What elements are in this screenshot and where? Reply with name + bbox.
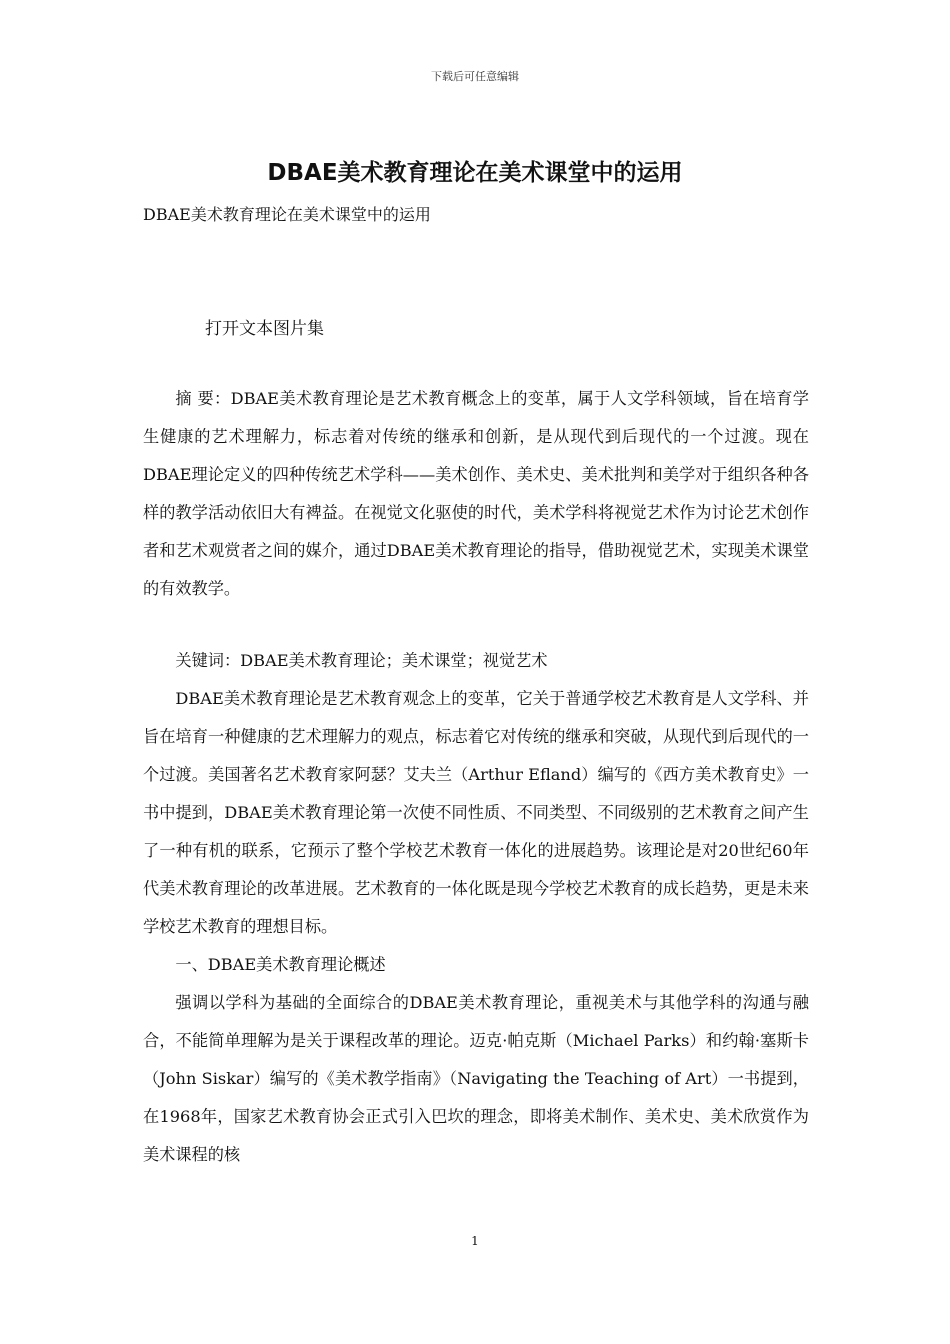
body-paragraph-1: DBAE美术教育理论是艺术教育观念上的变革，它关于普通学校艺术教育是人文学科、并旨在培育一种健康的艺术理解力的观点，标志着它对传统的继承和突破，从现代到后现代的一个过渡。美国著名艺术教育家阿瑟？艾夫兰（Arthur Efland）编写的《西方美术教育史》一书中提到，DBAE美术教育理论第一次使不同性质、不同类型、不同级别的艺术教育之间产生了一种有机的联系，它预示了整个学校艺术教育一体化的进展趋势。该理论是对20世纪60年代美术教育理论的改革进展。艺术教育的一体化既是现今学校艺术教育的成长趋势，更是未来学校艺术教育的理想目标。 [143,689,809,936]
abstract-paragraph: 摘 要：DBAE美术教育理论是艺术教育概念上的变革，属于人文学科领域，旨在培育学生健康的艺术理解力，标志着对传统的继承和创新，是从现代到后现代的一个过渡。现在DBAE理论定义的四种传统艺术学科——美术创作、美术史、美术批判和美学对于组织各种各样的教学活动依旧大有裨益。在视觉文化驱使的时代，美术学科将视觉艺术作为讨论艺术创作者和艺术观赏者之间的媒介，通过DBAE美术教育理论的指导，借助视觉艺术，实现美术课堂的有效教学。 [143,389,809,598]
document-title: DBAE美术教育理论在美术课堂中的运用 [267,160,683,186]
abstract-section [143,380,809,608]
section-heading-1: 一、DBAE美术教育理论概述 [175,955,386,974]
open-gallery-link[interactable]: 打开文本图片集 [205,319,324,339]
document-subtitle: DBAE美术教育理论在美术课堂中的运用 [143,205,431,224]
header-note: 下载后可任意编辑 [431,70,519,83]
body-paragraph-2: 强调以学科为基础的全面综合的DBAE美术教育理论，重视美术与其他学科的沟通与融合，不能简单理解为是关于课程改革的理论。迈克·帕克斯（Michael Parks）和约翰·塞斯卡 （John Siskar）编写的《美术教学指南》（Navigating the Teaching of Art）一书提到，在1968年，国家艺术教育协会正式引入巴坎的理念，即将美术制作、美术史、美术欣赏作为美术课程的核 [143,993,809,1164]
main-body [143,642,809,1174]
keywords-line: 关键词：DBAE美术教育理论；美术课堂；视觉艺术 [175,651,548,670]
page-number: 1 [471,1234,479,1248]
